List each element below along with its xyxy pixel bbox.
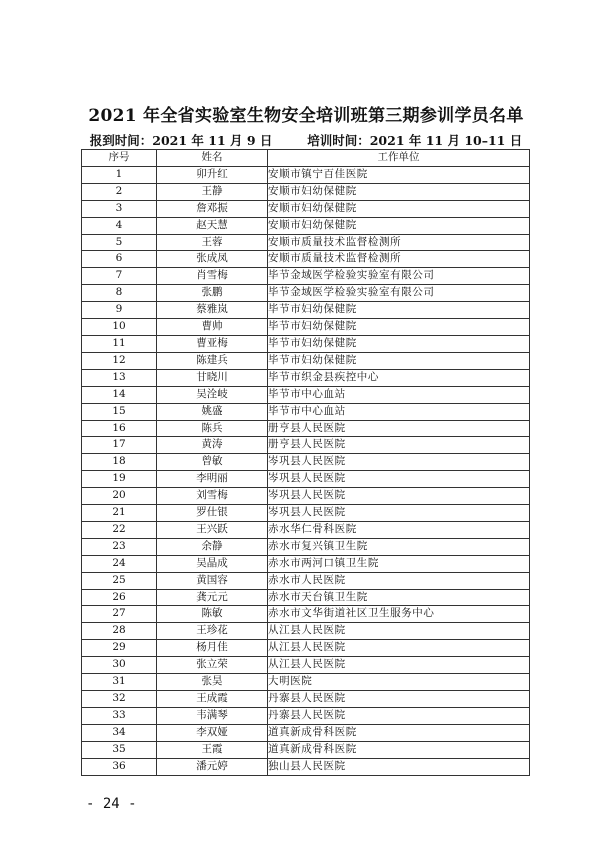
cell-name: 余静 [157, 538, 268, 555]
cell-name: 罗仕银 [157, 505, 268, 522]
report-time: 报到时间：2021 年 11 月 9 日 [89, 133, 273, 148]
cell-index: 6 [82, 251, 157, 268]
cell-name: 曹帅 [157, 319, 268, 336]
cell-workplace: 毕节金域医学检验实验室有限公司 [268, 268, 530, 285]
cell-workplace: 毕节市中心血站 [268, 386, 530, 403]
cell-index: 4 [82, 217, 157, 234]
table-row [82, 572, 530, 589]
cell-name: 张鹏 [157, 285, 268, 302]
table-row [82, 420, 530, 437]
cell-name: 张立荣 [157, 657, 268, 674]
cell-index: 19 [82, 471, 157, 488]
cell-name: 蔡雅岚 [157, 302, 268, 319]
cell-index: 36 [82, 758, 157, 775]
table-row [82, 217, 530, 234]
cell-workplace: 赤水华仁骨科医院 [268, 521, 530, 538]
table-row [82, 674, 530, 691]
cell-workplace: 毕节市妇幼保健院 [268, 335, 530, 352]
cell-workplace: 毕节金域医学检验实验室有限公司 [268, 285, 530, 302]
cell-index: 17 [82, 437, 157, 454]
cell-name: 李明丽 [157, 471, 268, 488]
cell-index: 13 [82, 369, 157, 386]
cell-workplace: 岑巩县人民医院 [268, 471, 530, 488]
cell-index: 28 [82, 623, 157, 640]
cell-workplace: 丹寨县人民医院 [268, 691, 530, 708]
cell-name: 潘元婷 [157, 758, 268, 775]
cell-name: 刘雪梅 [157, 488, 268, 505]
cell-workplace: 毕节市织金县疾控中心 [268, 369, 530, 386]
header-workplace: 工作单位 [268, 150, 530, 167]
cell-workplace: 毕节市中心血站 [268, 403, 530, 420]
cell-index: 24 [82, 555, 157, 572]
cell-index: 11 [82, 335, 157, 352]
cell-workplace: 从江县人民医院 [268, 657, 530, 674]
table-row [82, 183, 530, 200]
cell-name: 姚盛 [157, 403, 268, 420]
cell-name: 卯升红 [157, 166, 268, 183]
table-row [82, 488, 530, 505]
table-row [82, 319, 530, 336]
table-row [82, 268, 530, 285]
table-row [82, 589, 530, 606]
table-row [82, 555, 530, 572]
cell-index: 16 [82, 420, 157, 437]
cell-name: 龚元元 [157, 589, 268, 606]
table-row [82, 302, 530, 319]
table-row [82, 640, 530, 657]
cell-name: 曾敏 [157, 454, 268, 471]
table-row [82, 538, 530, 555]
cell-workplace: 赤水市天台镇卫生院 [268, 589, 530, 606]
cell-index: 25 [82, 572, 157, 589]
cell-name: 吴晶成 [157, 555, 268, 572]
document-title: 2021 年全省实验室生物安全培训班第三期参训学员名单 [88, 106, 524, 126]
table-row [82, 623, 530, 640]
page-number: - 24 - [86, 796, 137, 812]
cell-index: 3 [82, 200, 157, 217]
cell-index: 34 [82, 724, 157, 741]
cell-workplace: 赤水市复兴镇卫生院 [268, 538, 530, 555]
cell-index: 33 [82, 707, 157, 724]
cell-workplace: 安顺市妇幼保健院 [268, 183, 530, 200]
table-row [82, 741, 530, 758]
cell-index: 23 [82, 538, 157, 555]
cell-workplace: 独山县人民医院 [268, 758, 530, 775]
roster-table [81, 149, 530, 776]
table-row [82, 285, 530, 302]
header-name: 姓名 [157, 150, 268, 167]
table-row [82, 251, 530, 268]
table-row [82, 200, 530, 217]
table-row [82, 606, 530, 623]
cell-workplace: 安顺市妇幼保健院 [268, 217, 530, 234]
table-row [82, 352, 530, 369]
cell-index: 9 [82, 302, 157, 319]
table-row [82, 707, 530, 724]
cell-workplace: 从江县人民医院 [268, 623, 530, 640]
cell-workplace: 安顺市质量技术监督检测所 [268, 251, 530, 268]
cell-index: 10 [82, 319, 157, 336]
cell-workplace: 安顺市镇宁百佳医院 [268, 166, 530, 183]
table-row [82, 403, 530, 420]
cell-name: 王静 [157, 183, 268, 200]
cell-index: 32 [82, 691, 157, 708]
cell-index: 12 [82, 352, 157, 369]
cell-index: 8 [82, 285, 157, 302]
table-row [82, 166, 530, 183]
cell-name: 吴洤岐 [157, 386, 268, 403]
cell-index: 1 [82, 166, 157, 183]
cell-name: 甘晓川 [157, 369, 268, 386]
cell-index: 29 [82, 640, 157, 657]
cell-name: 黄涛 [157, 437, 268, 454]
cell-index: 35 [82, 741, 157, 758]
table-row [82, 437, 530, 454]
table-row [82, 521, 530, 538]
cell-name: 王珍花 [157, 623, 268, 640]
table-row [82, 386, 530, 403]
cell-workplace: 毕节市妇幼保健院 [268, 319, 530, 336]
header-index: 序号 [82, 150, 157, 167]
cell-workplace: 安顺市质量技术监督检测所 [268, 234, 530, 251]
cell-index: 21 [82, 505, 157, 522]
table-row [82, 758, 530, 775]
cell-name: 黄国容 [157, 572, 268, 589]
cell-workplace: 毕节市妇幼保健院 [268, 302, 530, 319]
cell-name: 韦满琴 [157, 707, 268, 724]
table-row [82, 691, 530, 708]
cell-name: 肖雪梅 [157, 268, 268, 285]
table-row [82, 505, 530, 522]
cell-name: 张昊 [157, 674, 268, 691]
cell-index: 20 [82, 488, 157, 505]
table-row [82, 657, 530, 674]
cell-name: 王兴跃 [157, 521, 268, 538]
cell-name: 李双娅 [157, 724, 268, 741]
cell-workplace: 册亨县人民医院 [268, 420, 530, 437]
cell-index: 27 [82, 606, 157, 623]
cell-index: 14 [82, 386, 157, 403]
subtitle [0, 131, 612, 149]
cell-workplace: 毕节市妇幼保健院 [268, 352, 530, 369]
cell-workplace: 岑巩县人民医院 [268, 454, 530, 471]
cell-workplace: 岑巩县人民医院 [268, 505, 530, 522]
cell-name: 张成凤 [157, 251, 268, 268]
cell-name: 赵天慧 [157, 217, 268, 234]
table-header-row [82, 150, 530, 167]
cell-workplace: 安顺市妇幼保健院 [268, 200, 530, 217]
table-row [82, 724, 530, 741]
cell-name: 王蓉 [157, 234, 268, 251]
cell-name: 陈建兵 [157, 352, 268, 369]
cell-index: 26 [82, 589, 157, 606]
cell-name: 曹亚梅 [157, 335, 268, 352]
cell-workplace: 大明医院 [268, 674, 530, 691]
table-row [82, 369, 530, 386]
cell-workplace: 岑巩县人民医院 [268, 488, 530, 505]
cell-workplace: 丹寨县人民医院 [268, 707, 530, 724]
cell-name: 詹邓振 [157, 200, 268, 217]
roster-body [82, 166, 530, 775]
cell-index: 2 [82, 183, 157, 200]
cell-name: 陈敏 [157, 606, 268, 623]
cell-workplace: 赤水市文华街道社区卫生服务中心 [268, 606, 530, 623]
cell-name: 王霞 [157, 741, 268, 758]
cell-index: 31 [82, 674, 157, 691]
cell-workplace: 册亨县人民医院 [268, 437, 530, 454]
cell-workplace: 道真新成骨科医院 [268, 724, 530, 741]
cell-index: 5 [82, 234, 157, 251]
cell-name: 杨月佳 [157, 640, 268, 657]
cell-index: 7 [82, 268, 157, 285]
table-row [82, 335, 530, 352]
cell-name: 王成霞 [157, 691, 268, 708]
cell-workplace: 从江县人民医院 [268, 640, 530, 657]
cell-workplace: 赤水市两河口镇卫生院 [268, 555, 530, 572]
table-row [82, 234, 530, 251]
cell-workplace: 道真新成骨科医院 [268, 741, 530, 758]
cell-index: 15 [82, 403, 157, 420]
cell-index: 30 [82, 657, 157, 674]
cell-index: 18 [82, 454, 157, 471]
cell-name: 陈兵 [157, 420, 268, 437]
table-row [82, 471, 530, 488]
cell-workplace: 赤水市人民医院 [268, 572, 530, 589]
table-row [82, 454, 530, 471]
cell-index: 22 [82, 521, 157, 538]
training-time: 培训时间：2021 年 11 月 10–11 日 [307, 133, 523, 148]
